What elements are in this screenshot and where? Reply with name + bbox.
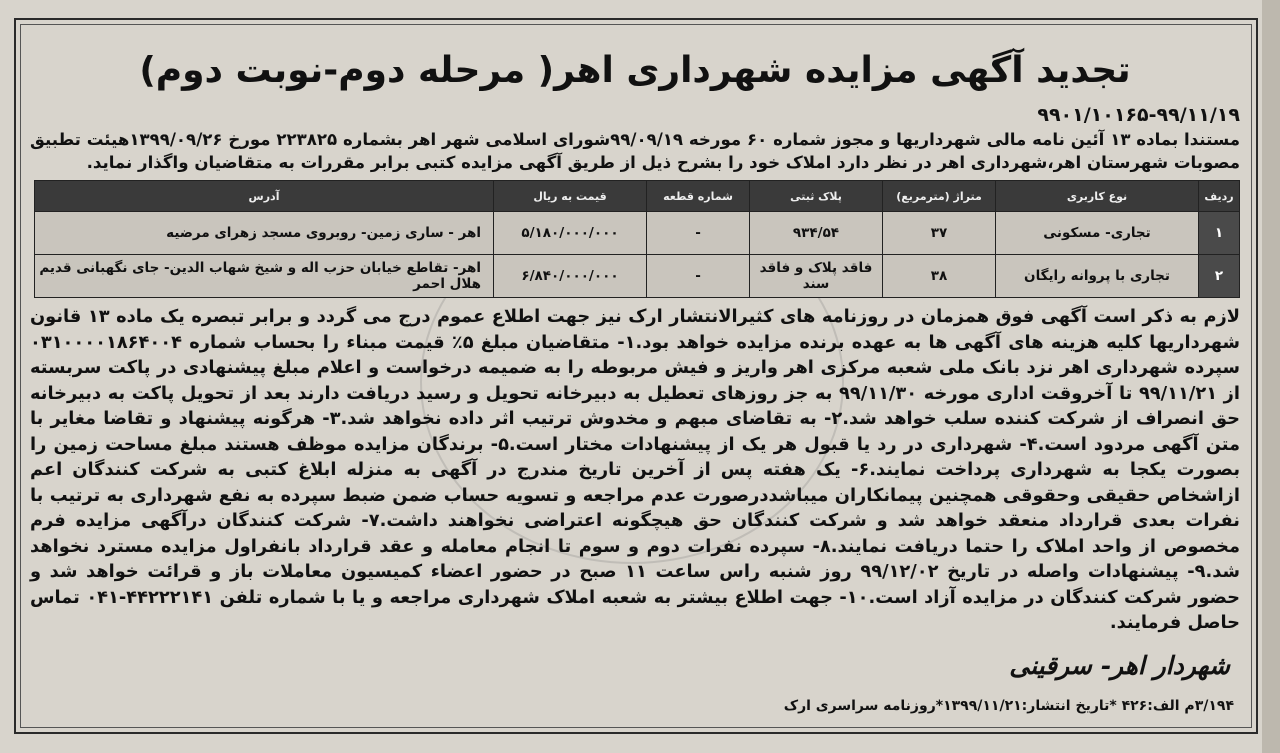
header-price: قیمت به ریال <box>494 181 647 212</box>
table-row <box>35 212 1240 255</box>
header-area: متراژ (مترمربع) <box>883 181 996 212</box>
publication-footer: ۳/۱۹۴م الف:۴۲۶ *تاریخ انتشار:۱۳۹۹/۱۱/۲۱*روزنامه سراسری ارک <box>783 697 1234 714</box>
terms-paragraph: لازم به ذکر است آگهی فوق همزمان در روزنامه های کثیرالانتشار ارک نیز جهت اطلاع عموم درج می گردد و برابر تبصره یک ماده ۱۳ قانون شهرداریها کلیه هزینه های آگهی ها به عهده برنده مزایده خواهد بود.۱- متقاضیان مبلغ ۵٪ قیمت مبناء را بحساب شماره ۰۳۱۰۰۰۰۱۸۶۴۰۰۴ سپرده شهرداری اهر نزد بانک ملی شعبه مرکزی اهر واریز و فیش مربوطه را به ضمیمه درخواست و اعلام مبلغ پیشنهادی در پاکت سربسته از ۹۹/۱۱/۲۱ تا آخروقت اداری مورخه ۹۹/۱۱/۳۰ به جز روزهای تعطیل به دبیرخانه تحویل و رسید دریافت دارند بعد از تحویل پاکت به دبیرخانه حق انصراف از شرکت کننده سلب خواهد شد.۲- به تقاضای مبهم و مخدوش ترتیب اثر داده نخواهد شد.۳- هرگونه پیشنهاد و تقاضا مغایر با متن آگهی مردود است.۴- شهرداری در رد یا قبول هر یک از پیشنهادات مختار است.۵- برندگان مزایده موظف هستند مبلغ مساحت زمین را بصورت یکجا به شهرداری پرداخت نمایند.۶- یک هفته پس از آخرین تاریخ مندرج در آگهی به منزله ابلاغ کتبی به شرکت کنندگان اعم ازاشخاص حقیقی وحقوقی همچنین پیمانکاران میباشددرصورت عدم مراجعه و تسویه حساب ضمن ضبط سپرده به نفع شهرداری به ترتیب با نفرات بعدی قرارداد منعقد خواهد شد و شرکت کنندگان حق هیچگونه اعتراضی نخواهند داشت.۷- شرکت کنندگان درآگهی مزایده فرم مخصوص از واحد املاک را حتما دریافت نمایند.۸- سپرده نفرات دوم و سوم تا انجام معامله و عقد قرارداد بانفراول مزایده مسترد نخواهد شد.۹- پیشنهادات واصله در تاریخ ۹۹/۱۲/۰۲ روز شنبه راس ساعت ۱۱ صبح در حضور اعضاء کمیسیون معاملات باز و قرائت خواهد شد و حضور شرکت کنندگان در مزایده آزاد است.۱۰- جهت اطلاع بیشتر به شعبه املاک شهرداری مراجعه و یا با شماره تلفن ۴۴۲۲۲۱۴۱-۰۴۱ تماس حاصل فرمایند. <box>30 306 1241 633</box>
table-row <box>35 255 1240 298</box>
notice-title: تجدید آگهی مزایده شهرداری اهر( مرحله دوم-نوبت دوم) <box>139 50 1131 91</box>
address-value: اهر- تقاطع خیابان حزب اله و شیخ شهاب الدین- جای نگهبانی قدیم هلال احمر <box>35 255 494 298</box>
usage-type: تجاری- مسکونی <box>996 212 1199 255</box>
intro-paragraph: مستندا بماده ۱۳ آئین نامه مالی شهرداریها و مجوز شماره ۶۰ مورخه ۹۹/۰۹/۱۹شورای اسلامی شهر اهر بشماره ۲۲۳۸۲۵ مورخ ۱۳۹۹/۰۹/۲۶هیئت تطبیق مصوبات شهرستان اهر،شهرداری اهر در نظر دارد املاک خود را بشرح ذیل از طریق آگهی مزایده کتبی برابر مقررات به متقاضیان واگذار نماید. <box>30 130 1241 172</box>
header-registration-plate: پلاک ثبتی <box>750 181 883 212</box>
address-value: اهر - ساری زمین- روبروی مسجد زهرای مرضیه <box>35 212 494 255</box>
area-value: ۳۸ <box>883 255 996 298</box>
reference-number: ۹۹۰۱/۱۰۱۶۵-۹۹/۱۱/۱۹ <box>1037 104 1240 126</box>
registration-plate: ۹۳۴/۵۴ <box>750 212 883 255</box>
page-edge <box>1262 0 1280 753</box>
header-row-number: ردیف <box>1199 181 1240 212</box>
header-parcel-number: شماره قطعه <box>647 181 750 212</box>
price-value: ۵/۱۸۰/۰۰۰/۰۰۰ <box>494 212 647 255</box>
usage-type: تجاری با پروانه رایگان <box>996 255 1199 298</box>
property-table <box>34 180 1240 298</box>
parcel-number: - <box>647 255 750 298</box>
row-number: ۲ <box>1199 255 1240 298</box>
parcel-number: - <box>647 212 750 255</box>
header-address: آدرس <box>35 181 494 212</box>
header-usage-type: نوع کاربری <box>996 181 1199 212</box>
row-number: ۱ <box>1199 212 1240 255</box>
mayor-signature: شهردار اهر- سرقینی <box>1009 650 1230 680</box>
area-value: ۳۷ <box>883 212 996 255</box>
registration-plate: فاقد پلاک و فاقد سند <box>750 255 883 298</box>
notice-content <box>30 40 1240 716</box>
table-header-row <box>35 181 1240 212</box>
price-value: ۶/۸۴۰/۰۰۰/۰۰۰ <box>494 255 647 298</box>
